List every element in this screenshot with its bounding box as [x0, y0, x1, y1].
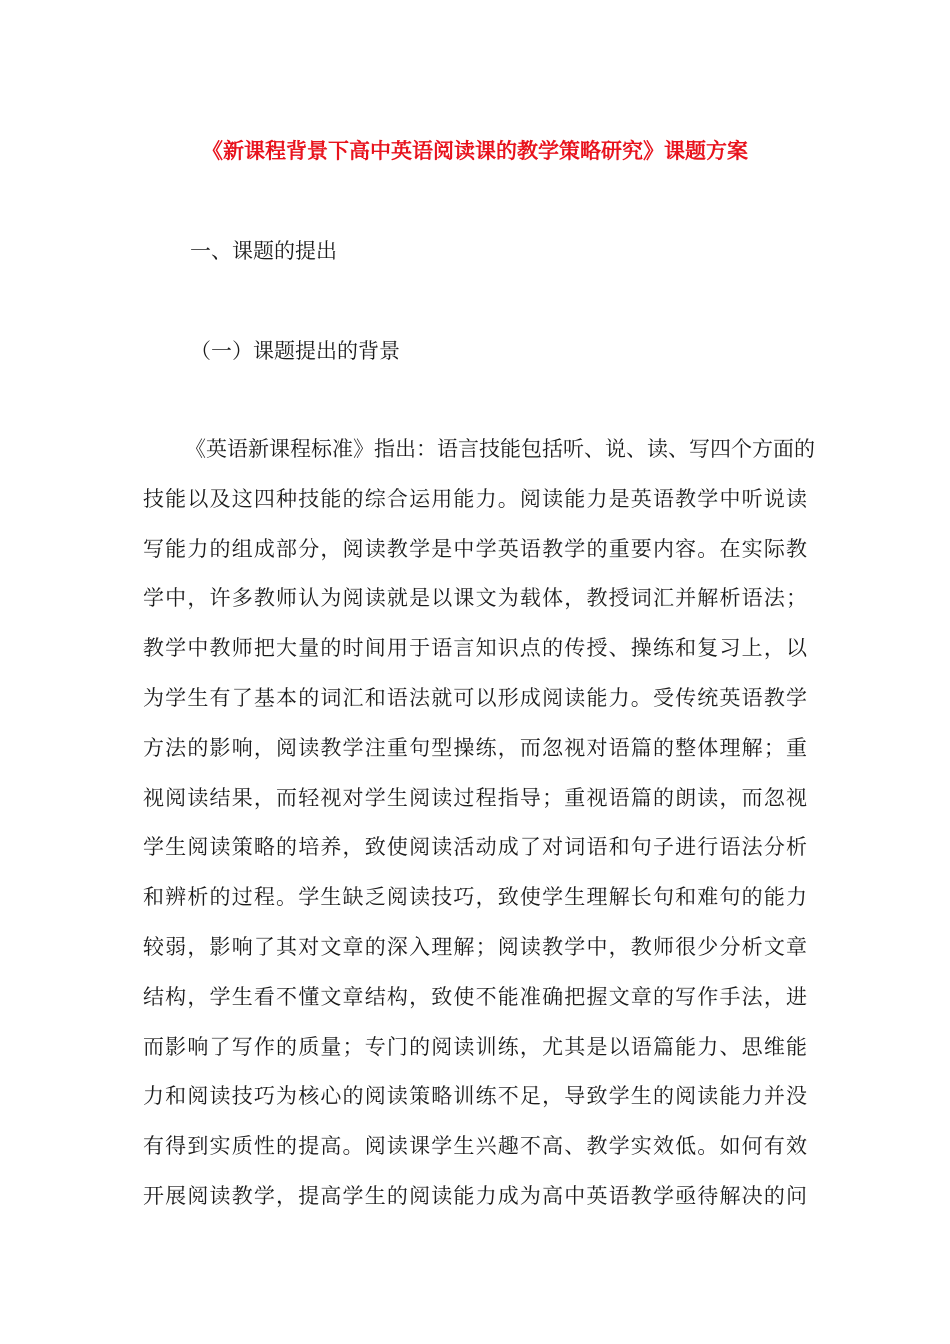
paragraph-line: 技能以及这四种技能的综合运用能力。阅读能力是英语教学中听说读 — [143, 486, 807, 511]
paragraph-line: 而影响了写作的质量；专门的阅读训练，尤其是以语篇能力、思维能 — [143, 1034, 807, 1059]
paragraph-line: 写能力的组成部分，阅读教学是中学英语教学的重要内容。在实际教 — [143, 536, 807, 561]
paragraph-line: 为学生有了基本的词汇和语法就可以形成阅读能力。受传统英语教学 — [143, 685, 807, 710]
paragraph-line: 学生阅读策略的培养，致使阅读活动成了对词语和句子进行语法分析 — [143, 835, 807, 860]
paragraph-line: 力和阅读技巧为核心的阅读策略训练不足，导致学生的阅读能力并没 — [143, 1084, 807, 1109]
paragraph-line: 和辨析的过程。学生缺乏阅读技巧，致使学生理解长句和难句的能力 — [143, 885, 807, 910]
paragraph-line: 学中，许多教师认为阅读就是以课文为载体，教授词汇并解析语法； — [143, 586, 807, 611]
subsection-heading: （一）课题提出的背景 — [190, 339, 400, 363]
paragraph-line: 《英语新课程标准》指出：语言技能包括听、说、读、写四个方面的 — [185, 437, 815, 461]
body-paragraph — [143, 431, 815, 1228]
document-title: 《新课程背景下高中英语阅读课的教学策略研究》课题方案 — [202, 139, 748, 163]
section-heading: 一、课题的提出 — [190, 239, 337, 263]
paragraph-line: 教学中教师把大量的时间用于语言知识点的传授、操练和复习上，以 — [143, 636, 807, 661]
paragraph-line: 视阅读结果，而轻视对学生阅读过程指导；重视语篇的朗读，而忽视 — [143, 785, 807, 810]
paragraph-line: 有得到实质性的提高。阅读课学生兴趣不高、教学实效低。如何有效 — [143, 1134, 807, 1159]
paragraph-line: 结构，学生看不懂文章结构，致使不能准确把握文章的写作手法，进 — [143, 984, 807, 1009]
paragraph-line: 较弱，影响了其对文章的深入理解；阅读教学中，教师很少分析文章 — [143, 934, 807, 959]
paragraph-line: 方法的影响，阅读教学注重句型操练，而忽视对语篇的整体理解；重 — [143, 735, 807, 760]
paragraph-line: 开展阅读教学，提高学生的阅读能力成为高中英语教学亟待解决的问 — [143, 1183, 807, 1208]
